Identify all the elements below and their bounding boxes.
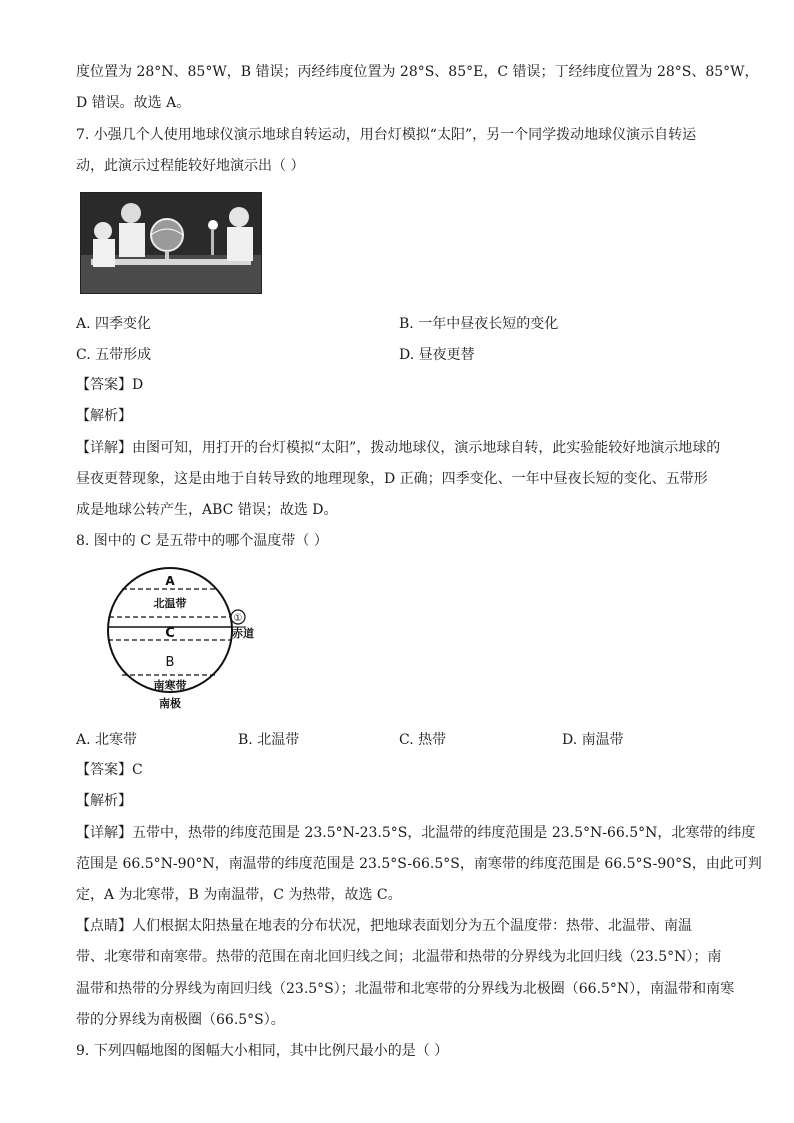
zones-svg (100, 565, 270, 710)
q9-stem: 9. 下列四幅地图的图幅大小相同，其中比例尺最小的是（ ） (76, 1043, 449, 1059)
temperature-zones-diagram (100, 565, 270, 710)
q7-answer: 【答案】D (76, 377, 144, 393)
zone-label-b: B (165, 655, 175, 670)
q7-detail-line-3: 成是地球公转产生，ABC 错误；故选 D。 (76, 502, 338, 518)
q7-option-c: C. 五带形成 (76, 347, 152, 363)
q7-option-a: A. 四季变化 (76, 316, 152, 332)
globe-demo-illustration (81, 193, 261, 293)
q7-detail-line-1: 【详解】由图可知，用打开的台灯模拟“太阳”，拨动地球仪，演示地球自转，此实验能较好地演示地球的 (76, 440, 721, 456)
q7-option-b: B. 一年中昼夜长短的变化 (399, 316, 559, 332)
q8-stem: 8. 图中的 C 是五带中的哪个温度带（ ） (76, 533, 328, 549)
q8-detail-line-2: 范围是 66.5°N-90°N，南温带的纬度范围是 23.5°S-66.5°S，南寒带的纬度范围是 66.5°S-90°S，由此可判 (76, 856, 762, 872)
zone-label-c: C (165, 626, 175, 641)
q8-note-line-4: 带的分界线为南极圈（66.5°S）。 (76, 1012, 285, 1028)
q8-answer: 【答案】C (76, 762, 143, 778)
q8-option-c: C. 热带 (399, 732, 447, 748)
equator-marker: ① (233, 613, 243, 624)
q8-option-b: B. 北温带 (238, 732, 300, 748)
q7-stem-line-2: 动，此演示过程能较好地演示出（ ） (76, 158, 305, 174)
zone-label-south-frigid: 南寒带 (153, 679, 187, 692)
q8-note-line-2: 带、北寒带和南寒带。热带的范围在南北回归线之间；北温带和热带的分界线为北回归线（23.5°N）；南 (76, 949, 722, 965)
south-pole-label: 南极 (159, 697, 181, 710)
zone-label-north-temperate: 北温带 (153, 597, 187, 610)
q8-note-line-1: 【点睛】人们根据太阳热量在地表的分布状况，把地球表面划分为五个温度带：热带、北温带、南温 (76, 918, 692, 934)
q8-option-a: A. 北寒带 (76, 732, 138, 748)
zone-label-a: A (165, 574, 175, 588)
q8-analysis-label: 【解析】 (76, 793, 132, 809)
globe-demo-photo (80, 192, 262, 294)
q8-note-line-3: 温带和热带的分界线为南回归线（23.5°S）；北温带和北寒带的分界线为北极圈（66.5°N），南温带和南寒 (76, 981, 735, 997)
equator-label: 赤道 (232, 627, 254, 640)
q7-detail-line-2: 昼夜更替现象，这是由地于自转导致的地理现象，D 正确；四季变化、一年中昼夜长短的变化、五带形 (76, 471, 708, 487)
q8-option-d: D. 南温带 (562, 732, 624, 748)
q8-detail-line-3: 定，A 为北寒带，B 为南温带，C 为热带，故选 C。 (76, 887, 402, 903)
intro-line-1: 度位置为 28°N、85°W，B 错误；丙经纬度位置为 28°S、85°E，C 错误；丁经纬度位置为 28°S、85°W， (76, 64, 759, 80)
q8-detail-line-1: 【详解】五带中，热带的纬度范围是 23.5°N-23.5°S，北温带的纬度范围是 23.5°N-66.5°N，北寒带的纬度 (76, 825, 756, 841)
q7-stem-line-1: 7. 小强几个人使用地球仪演示地球自转运动，用台灯模拟“太阳”，另一个同学拨动地球仪演示自转运 (76, 127, 697, 143)
q7-option-d: D. 昼夜更替 (399, 347, 475, 363)
q7-analysis-label: 【解析】 (76, 408, 132, 424)
intro-line-2: D 错误。故选 A。 (76, 95, 191, 111)
